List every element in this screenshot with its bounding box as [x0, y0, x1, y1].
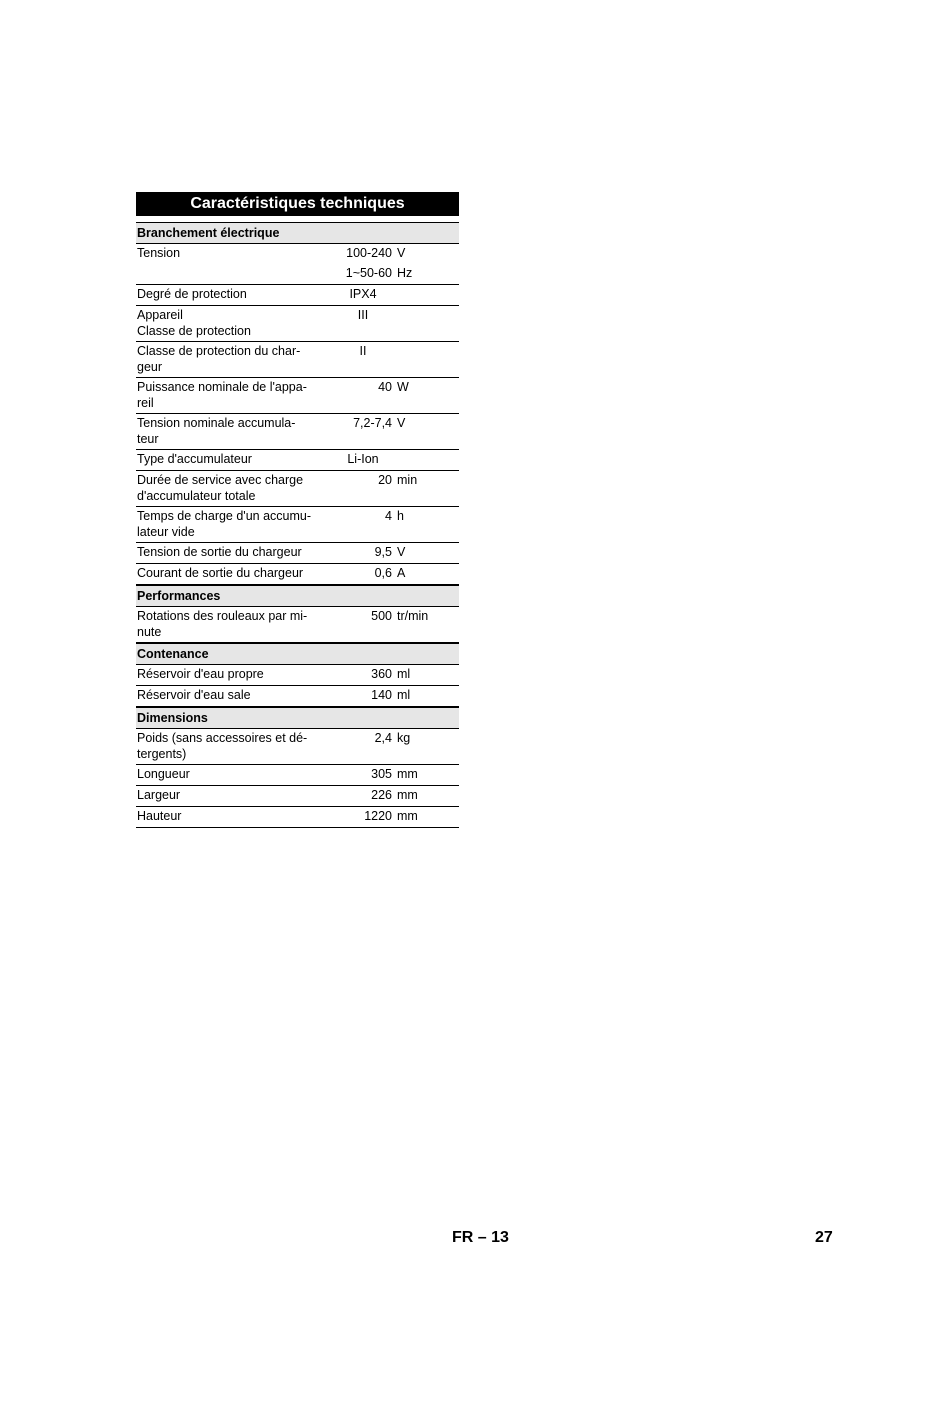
spec-row: [136, 264, 459, 285]
spec-value: 20: [378, 473, 392, 487]
spec-value: 226: [371, 788, 392, 802]
spec-unit: mm: [397, 788, 418, 802]
section-heading: Dimensions: [136, 707, 459, 729]
spec-unit: A: [397, 566, 406, 580]
spec-row: [136, 378, 459, 414]
spec-unit: ml: [397, 688, 411, 702]
spec-value: IPX4: [349, 287, 377, 301]
spec-value: 100-240: [346, 246, 392, 260]
spec-unit: min: [397, 473, 418, 487]
spec-value: II: [359, 344, 367, 358]
spec-row: [136, 450, 459, 471]
spec-value: III: [357, 308, 369, 322]
spec-unit: V: [397, 416, 406, 430]
spec-label: Courant de sortie du chargeur: [137, 566, 304, 580]
spec-sections: [136, 222, 459, 828]
spec-label: Largeur: [137, 788, 181, 802]
spec-row: [136, 285, 459, 306]
spec-label: Rotations des rouleaux par mi- nute: [137, 609, 308, 639]
spec-unit: [394, 452, 459, 468]
spec-unit: tr/min: [397, 609, 429, 623]
spec-row: [136, 543, 459, 564]
spec-unit: kg: [397, 731, 411, 745]
spec-label: Puissance nominale de l'appa- reil: [137, 380, 307, 410]
spec-row: [136, 765, 459, 786]
spec-row: [136, 729, 459, 765]
spec-label: Longueur: [137, 767, 190, 781]
spec-row: [136, 665, 459, 686]
spec-label: Classe de protection du char- geur: [137, 344, 301, 374]
spec-value: 1~50-60: [345, 266, 392, 280]
spec-value: 305: [371, 767, 392, 781]
spec-unit: h: [397, 509, 404, 523]
spec-label: Réservoir d'eau propre: [137, 667, 264, 681]
spec-value: 500: [371, 609, 392, 623]
spec-value: Li-Ion: [347, 452, 379, 466]
technical-specs-table: [136, 192, 459, 828]
spec-label: Hauteur: [137, 809, 182, 823]
spec-unit: [394, 344, 459, 375]
spec-value: 2,4: [374, 731, 392, 745]
footer-section-page: FR – 13: [452, 1229, 509, 1246]
spec-row: [136, 471, 459, 507]
spec-row: [136, 306, 459, 342]
spec-row: [136, 807, 459, 828]
spec-row: [136, 342, 459, 378]
spec-value: 0,6: [374, 566, 392, 580]
spec-unit: V: [397, 246, 406, 260]
spec-label: Durée de service avec charge d'accumulateur totale: [137, 473, 304, 503]
spec-row: [136, 607, 459, 643]
spec-unit: V: [397, 545, 406, 559]
spec-unit: Hz: [397, 266, 413, 280]
spec-label: Degré de protection: [137, 287, 247, 301]
section-heading: Performances: [136, 585, 459, 607]
table-title: Caractéristiques techniques: [136, 192, 459, 216]
spec-unit: W: [397, 380, 409, 394]
spec-value: 4: [385, 509, 392, 523]
spec-value: 9,5: [374, 545, 392, 559]
spec-label: Réservoir d'eau sale: [137, 688, 251, 702]
spec-value: 40: [378, 380, 392, 394]
spec-value: 1220: [364, 809, 392, 823]
spec-label: Tension: [137, 246, 181, 260]
spec-label: Temps de charge d'un accumu- lateur vide: [137, 509, 312, 539]
footer-page-number: 27: [815, 1229, 833, 1246]
spec-unit: [394, 287, 459, 303]
spec-label: [136, 266, 332, 282]
spec-label: Tension de sortie du chargeur: [137, 545, 302, 559]
spec-unit: ml: [397, 667, 411, 681]
section-heading: Branchement électrique: [136, 222, 459, 244]
spec-label: Type d'accumulateur: [137, 452, 252, 466]
section-heading: Contenance: [136, 643, 459, 665]
spec-row: [136, 564, 459, 585]
spec-row: [136, 686, 459, 707]
spec-row: [136, 414, 459, 450]
spec-row: [136, 244, 459, 264]
spec-row: [136, 507, 459, 543]
spec-unit: mm: [397, 767, 418, 781]
spec-unit: [394, 308, 459, 339]
spec-label: Poids (sans accessoires et dé- tergents): [137, 731, 308, 761]
spec-value: 7,2-7,4: [353, 416, 392, 430]
spec-value: 360: [371, 667, 392, 681]
spec-row: [136, 786, 459, 807]
spec-unit: mm: [397, 809, 418, 823]
spec-value: 140: [371, 688, 392, 702]
spec-label: Appareil Classe de protection: [137, 308, 251, 338]
spec-label: Tension nominale accumula- teur: [137, 416, 296, 446]
